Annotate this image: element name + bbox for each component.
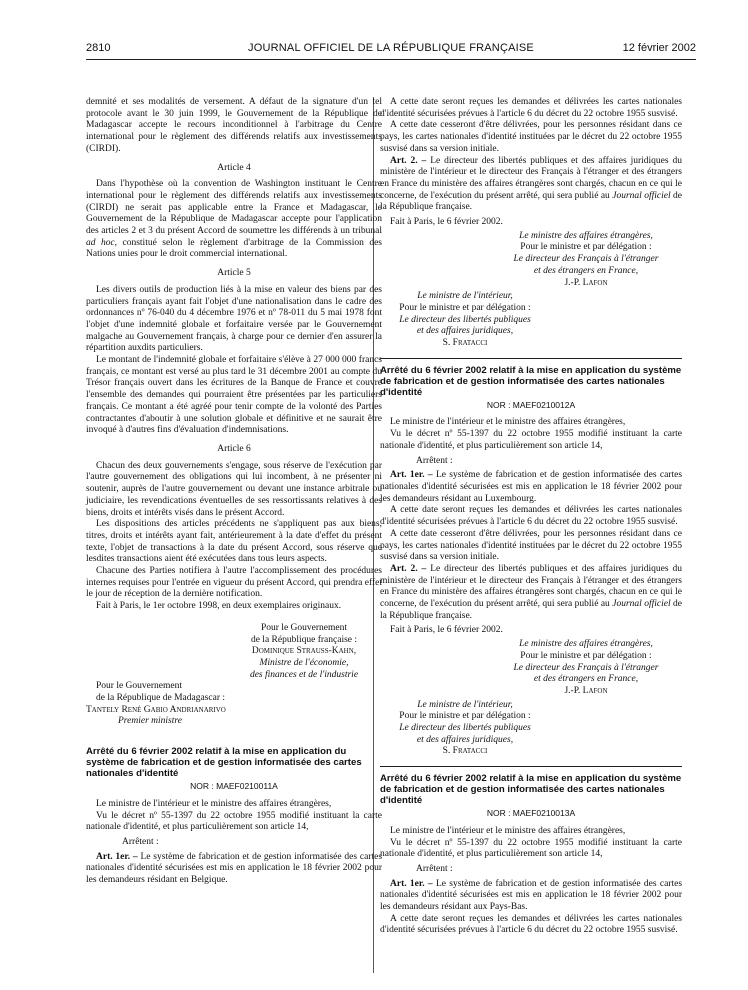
section-rule <box>380 766 682 767</box>
paragraph: Chacun des deux gouvernements s'engage, sous réserve de l'exécution par l'autre gouvernement des obligations qui lui incombent, à ne présenter ni soutenir, auprès de l'autre gouvernement ou devant une instance arbitrale ou judiciaire, les revendications éventuelles de ses ressortissants relatives à des biens, droits et intérêts visés dans le présent Accord. <box>86 460 382 518</box>
article-2: Art. 2. – Le directeur des libertés publiques et des affaires juridiques du ministère de l'intérieur et le directeur des Français à l'étranger et des étrangers en France du ministère des affaires étrangères sont chargés, chacun en ce qui le concerne, de l'exécution du présent arrêté, qui sera publié au Journal officiel de la République française. <box>380 155 683 213</box>
paragraph: Vu le décret nº 55-1397 du 22 octobre 1955 modifié instituant la carte nationale d'identité, et plus particulièrement son article 14, <box>380 837 682 860</box>
paragraph: A cette date cesseront d'être délivrées, pour les personnes résidant dans ce pays, les cartes nationales d'identité instituées par le décret du 22 octobre 1955 susvisé dans sa version initiale. <box>380 528 682 563</box>
paragraph: Le ministre de l'intérieur et le ministre des affaires étrangères, <box>390 825 626 836</box>
article-heading: Article 4 <box>217 162 251 173</box>
signature-block: Le ministre des affaires étrangères, Pour le ministre et par délégation : Le directeur des Français à l'étranger et des étrangers en France, J.-P. Lafon <box>513 639 659 696</box>
done-at: Fait à Paris, le 6 février 2002. <box>390 625 503 636</box>
paragraph: demnité et ses modalités de versement. A défaut de la signature d'un tel protocole avant le 30 juin 1999, le Gouvernement de la République de Madagascar accepte le recours inconditionnel à l'arbitrage du Centre international pour le règlement des différends relatifs aux investissements (CIRDI). <box>86 97 382 154</box>
header-rule <box>86 59 696 60</box>
signature-madagascar: Pour le Gouvernement de la République de Madagascar : Tantely René Gabio Andrianarivo Premier ministre <box>86 681 226 727</box>
paragraph: Chacune des Parties notifiera à l'autre l'accomplissement des procédures internes requises pour l'entrée en vigueur du présent Accord, qui prendra effet le jour de réception de la dernière notification. <box>86 566 382 600</box>
paragraph: A cette date seront reçues les demandes et délivrées les cartes nationales d'identité sécurisées prévues à l'article 6 du décret du 22 octobre 1955 susvisé. <box>380 97 682 119</box>
decree-title: Arrêté du 6 février 2002 relatif à la mise en application du système de fabrication et de gestion informatisée des cartes nationales d'identité <box>380 773 682 807</box>
journal-title: JOURNAL OFFICIEL DE LA RÉPUBLIQUE FRANÇAISE <box>248 42 534 54</box>
page-number: 2810 <box>86 42 111 54</box>
paragraph: A cette date seront reçues les demandes et délivrées les cartes nationales d'identité sécurisées prévues à l'article 6 du décret du 22 octobre 1955 susvisé. <box>380 913 682 936</box>
arretent: Arrêtent : <box>416 455 453 466</box>
nor-reference: NOR : MAEF0210013A <box>486 808 576 819</box>
article-heading: Article 5 <box>217 268 251 279</box>
left-column <box>86 97 382 887</box>
signature-block: Le ministre de l'intérieur, Pour le ministre et par délégation : Le directeur des libertés publiques et des affaires juridiques, S. Fratacci <box>399 291 531 349</box>
arretent: Arrêtent : <box>416 863 453 874</box>
paragraph: Vu le décret nº 55-1397 du 22 octobre 1955 modifié instituant la carte nationale d'identité, et plus particulièrement son article 14, <box>86 810 382 833</box>
section-rule <box>380 358 682 359</box>
nor-reference: NOR : MAEF0210012A <box>486 399 576 410</box>
right-column <box>380 97 682 937</box>
paragraph: Les dispositions des articles précédents ne s'appliquent pas aux biens, titres, droits et intérêts ayant fait, antérieurement à la date d'effet du présent texte, l'objet de transactions à la date du présent Accord, sous réserve que lesdites transactions aient été exécutées dans tous leurs aspects. <box>86 519 382 565</box>
signature-block: Le ministre des affaires étrangères, Pour le ministre et par délégation : Le directeur des Français à l'étranger et des étrangers en France, J.-P. Lafon <box>513 230 659 288</box>
decree-title: Arrêté du 6 février 2002 relatif à la mise en application du système de fabrication et de gestion informatisée des cartes nationales d'identité <box>86 746 362 780</box>
signature-france: Pour le Gouvernement de la République française : Dominique Strauss-Kahn, Ministre de l'économie, des finances et de l'industrie <box>249 622 359 680</box>
article-1: Art. 1er. – Le système de fabrication et de gestion informatisée des cartes nationales d'identité sécurisées est mis en application le 18 février 2002 pour les demandeurs résidant au Luxembourg. <box>380 470 683 504</box>
done-at: Fait à Paris, le 6 février 2002. <box>390 217 503 228</box>
paragraph: Vu le décret nº 55-1397 du 22 octobre 1955 modifié instituant la carte nationale d'identité, et plus particulièrement son article 14, <box>380 429 682 451</box>
arretent: Arrêtent : <box>122 836 159 847</box>
article-2: Art. 2. – Le directeur des libertés publiques et des affaires juridiques du ministère de l'intérieur et le directeur des Français à l'étranger et des étrangers en France du ministère des affaires étrangères sont chargés, chacun en ce qui le concerne, de l'exécution du présent arrêté, qui sera publié au Journal officiel de la République française. <box>380 563 683 621</box>
issue-date: 12 février 2002 <box>622 42 696 54</box>
page-header <box>86 42 696 58</box>
signature-block: Le ministre de l'intérieur, Pour le ministre et par délégation : Le directeur des libertés publiques et des affaires juridiques, S. Fratacci <box>399 699 531 757</box>
paragraph: A cette date seront reçues les demandes et délivrées les cartes nationales d'identité sécurisées prévues à l'article 6 du décret du 22 octobre 1955 susvisé. <box>380 505 682 528</box>
decree-title: Arrêté du 6 février 2002 relatif à la mise en application du système de fabrication et de gestion informatisée des cartes nationales d'identité <box>380 364 682 398</box>
done-at: Fait à Paris, le 1er octobre 1998, en deux exemplaires originaux. <box>96 601 342 612</box>
paragraph: Les divers outils de production liés à la mise en valeur des biens par des particuliers français ayant fait l'objet d'une nationalisation dans le cadre des ordonnances nº 76-040 du 4 décembre 1976 et nº 78-011 du 5 mai 1978 font l'objet d'une indemnité globale et forfaitaire versée par le Gouvernement malgache au Gouvernement français, à charge pour ce dernier d'en assurer la répartition auxdits particuliers. <box>86 284 382 354</box>
paragraph: Le ministre de l'intérieur et le ministre des affaires étrangères, <box>96 798 332 809</box>
article-1: Art. 1er. – Le système de fabrication et de gestion informatisée des cartes nationales d'identité sécurisées est mis en application le 18 février 2002 pour les demandeurs résidant aux Pays-Bas. <box>380 878 683 913</box>
nor-reference: NOR : MAEF0210011A <box>190 781 278 792</box>
paragraph: Le ministre de l'intérieur et le ministre des affaires étrangères, <box>390 417 626 428</box>
paragraph: A cette date cesseront d'être délivrées, pour les personnes résidant dans ce pays, les cartes nationales d'identité instituées par le décret du 22 octobre 1955 susvisé dans sa version initiale. <box>380 120 682 154</box>
article-1: Art. 1er. – Le système de fabrication et de gestion informatisée des cartes nationales d'identité sécurisées est mis en application le 18 février 2002 pour les demandeurs résidant en Belgique. <box>86 851 383 886</box>
article-heading: Article 6 <box>217 443 251 454</box>
paragraph: Le montant de l'indemnité globale et forfaitaire s'élève à 27 000 000 francs français, ce montant est versé au plus tard le 31 décembre 2001 au compte du Trésor français ouvert dans les écritures de la Banque de France et couvre l'ensemble des demandes qui pourraient être présentées par les particuliers français. Ce montant a été agréé pour tenir compte de la volonté des Parties contractantes d'aboutir à une solution globale et définitive et ne saurait être invoqué à d'autres fins d'évaluation d'indemnisations. <box>86 355 382 436</box>
paragraph: Dans l'hypothèse où la convention de Washington instituant le Centre international pour le règlement des différends relatifs aux investissements (CIRDI) ne serait pas applicable entre la France et Madagascar, le Gouvernement de la République de Madagascar accepte pour l'application des articles 2 et 3 du présent Accord de soumettre les différends à un tribunal ad hoc, constitué selon le règlement d'arbitrage de la Commission des Nations unies pour le droit commercial international. <box>86 179 383 260</box>
